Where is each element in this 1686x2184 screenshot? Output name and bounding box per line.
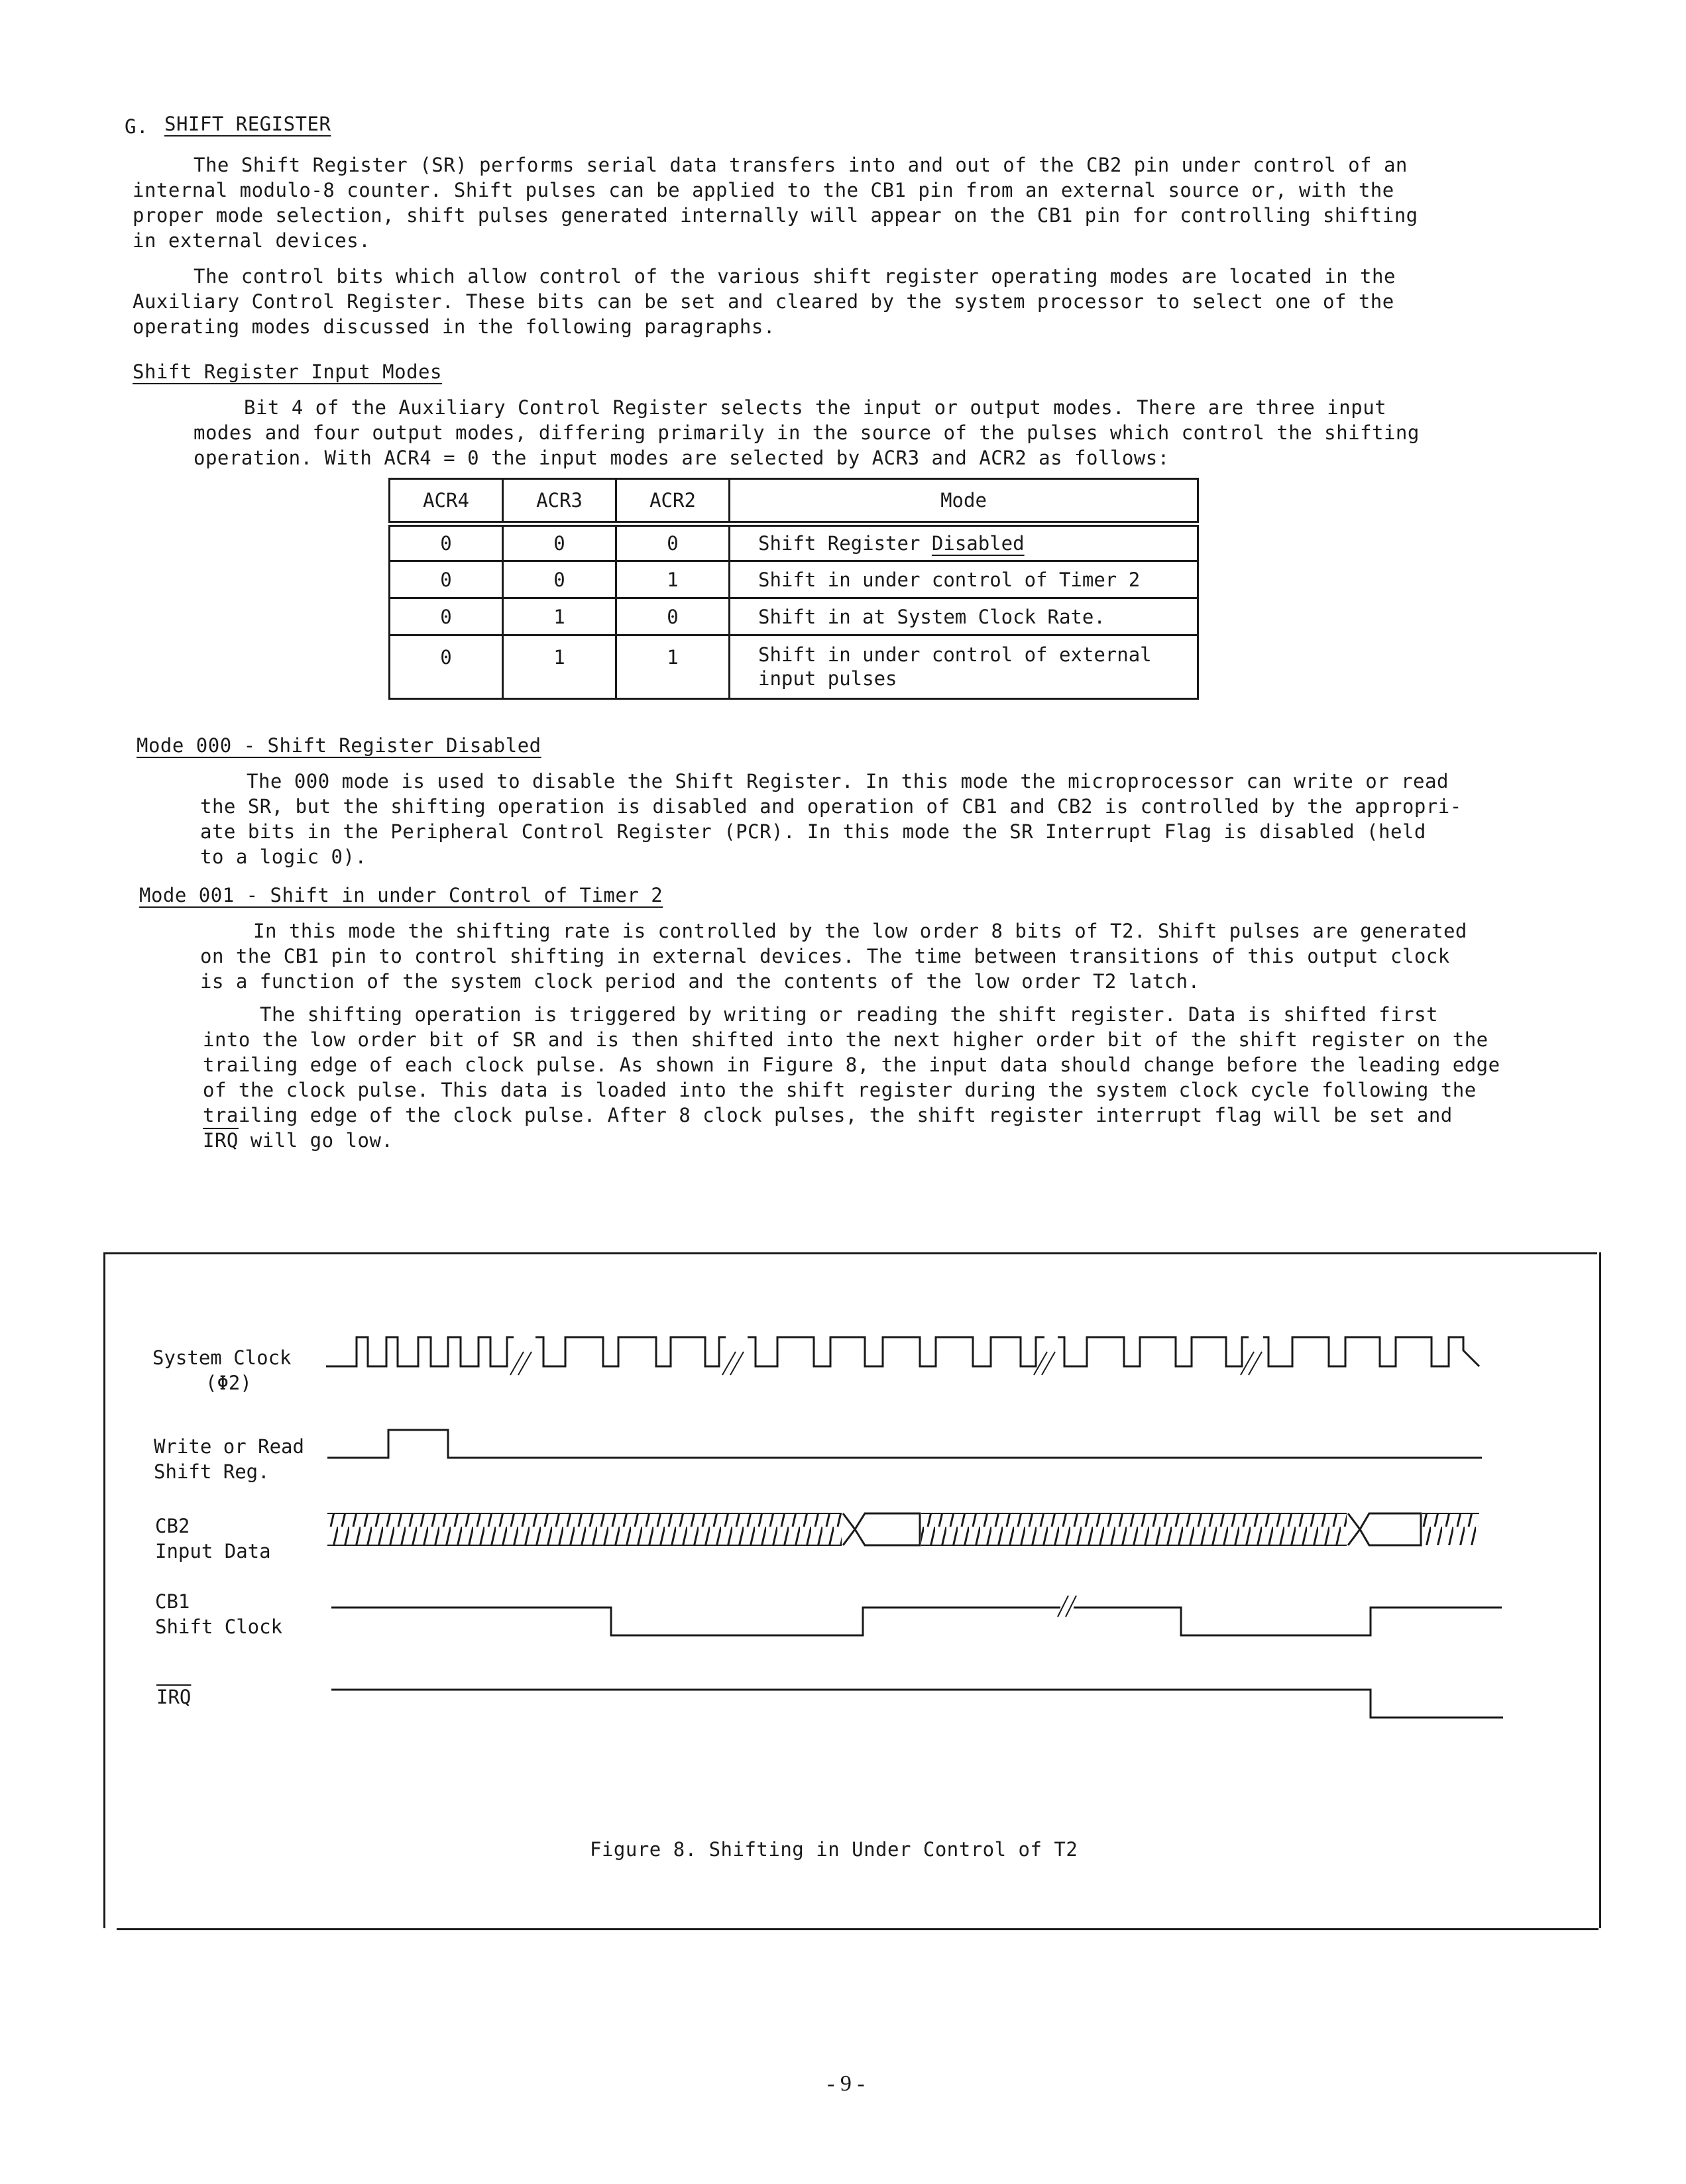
para1-line4: in external devices. xyxy=(133,229,371,252)
irq-overline-text: $\overline{IRQ}$ xyxy=(203,1129,239,1152)
cb1-waveform xyxy=(331,1608,1502,1635)
cb2-hatched-data xyxy=(327,1513,1479,1545)
table-cell-acr4: 0 xyxy=(390,561,503,598)
table-cell-acr2: 1 xyxy=(616,561,730,598)
cb2-data-window-2 xyxy=(1348,1513,1421,1545)
label-shift-reg: Shift Reg. xyxy=(154,1460,270,1483)
label-write-read: Write or Read xyxy=(154,1435,304,1458)
mode001-p2-line3: trailing edge of each clock pulse. As shown in Figure 8, the input data should change before the leading edge xyxy=(203,1054,1500,1076)
label-cb1: CB1 xyxy=(155,1590,190,1613)
input-modes-line1: Bit 4 of the Auxiliary Control Register selects the input or output modes. There are three input xyxy=(244,396,1387,419)
mode001-p1-line2: on the CB1 pin to control shifting in external devices. The time between transitions of this output clock xyxy=(200,945,1450,967)
table-cell-acr3: 0 xyxy=(503,561,616,598)
label-input-data: Input Data xyxy=(155,1540,271,1562)
section-letter: G. xyxy=(125,115,148,138)
table-cell-mode: Shift in at System Clock Rate. xyxy=(730,598,1198,635)
mode-text: Shift Register xyxy=(758,532,932,555)
mode001-p2-line2: into the low order bit of SR and is then shifted into the next higher order bit of the shift register on the xyxy=(203,1028,1489,1051)
system-clock-waveform xyxy=(326,1337,1479,1366)
figure-caption: Figure 8. Shifting in Under Control of T2 xyxy=(590,1838,1078,1861)
section-title: SHIFT REGISTER xyxy=(164,113,331,135)
clock-break-marks xyxy=(510,1352,1262,1375)
mode000-line4: to a logic 0). xyxy=(200,846,367,868)
mode001-p2-line4: of the clock pulse. This data is loaded into the shift register during the system clock cycle following the xyxy=(203,1079,1477,1101)
mode001-heading: Mode 001 - Shift in under Control of Timer 2 xyxy=(139,884,663,906)
mode000-line1: The 000 mode is used to disable the Shift Register. In this mode the microprocessor can write or read xyxy=(247,770,1449,792)
irq-rest-text: will go low. xyxy=(238,1129,394,1152)
table-cell-acr2: 1 xyxy=(616,635,730,699)
table-cell-acr2: 0 xyxy=(616,598,730,635)
para1-line2: internal modulo-8 counter. Shift pulses can be applied to the CB1 pin from an external source or, with the xyxy=(133,179,1394,201)
para1-line1: The Shift Register (SR) performs serial data transfers into and out of the CB2 pin under control of an xyxy=(194,154,1408,176)
mode001-p1-line3: is a function of the system clock period and the contents of the low order T2 latch. xyxy=(200,970,1200,993)
label-shift-clock: Shift Clock xyxy=(155,1615,283,1638)
mode001-p2-line1: The shifting operation is triggered by writing or reading the shift register. Data is shifted first xyxy=(260,1003,1438,1026)
input-modes-heading: Shift Register Input Modes xyxy=(133,360,442,383)
cb1-break-mark xyxy=(1058,1596,1076,1617)
para2-line1: The control bits which allow control of the various shift register operating modes are located in the xyxy=(194,265,1396,288)
mode000-heading: Mode 000 - Shift Register Disabled xyxy=(137,734,541,757)
table-cell-acr4: 0 xyxy=(390,524,503,561)
table-header-acr2: ACR2 xyxy=(616,479,730,524)
para2-line2: Auxiliary Control Register. These bits can be set and cleared by the system processor to select one of the xyxy=(133,290,1394,313)
table-header-acr3: ACR3 xyxy=(503,479,616,524)
label-phi2: (Φ2) xyxy=(205,1372,252,1394)
page-number: - 9 - xyxy=(827,2071,865,2096)
table-header-acr4: ACR4 xyxy=(390,479,503,524)
mode000-line3: ate bits in the Peripheral Control Register (PCR). In this mode the SR Interrupt Flag is disabled (held xyxy=(200,820,1426,843)
table-cell-acr3: 0 xyxy=(503,524,616,561)
mode001-p2-line5: trailing edge of the clock pulse. After 8 clock pulses, the shift register interrupt flag will be set and xyxy=(203,1104,1453,1126)
irq-waveform xyxy=(331,1690,1503,1718)
label-irq: $\overline{IRQ}$ xyxy=(156,1686,192,1708)
cb2-data-window xyxy=(843,1513,920,1545)
para2-line3: operating modes discussed in the following paragraphs. xyxy=(133,315,775,338)
label-cb2: CB2 xyxy=(155,1515,190,1537)
para1-line3: proper mode selection, shift pulses generated internally will appear on the CB1 pin for controlling shifting xyxy=(133,204,1418,227)
mode-text-underlined: Disabled xyxy=(931,532,1025,555)
table-cell-acr2: 0 xyxy=(616,524,730,561)
table-cell-acr4: 0 xyxy=(390,635,503,699)
write-read-waveform xyxy=(327,1430,1482,1458)
label-system-clock: System Clock xyxy=(152,1346,292,1369)
table-header-mode: Mode xyxy=(730,479,1198,524)
table-cell-acr4: 0 xyxy=(390,598,503,635)
mode-text-line2: input pulses xyxy=(758,667,897,690)
table-cell-mode: Shift in under control of Timer 2 xyxy=(730,561,1198,598)
table-cell-acr3: 1 xyxy=(503,598,616,635)
input-modes-line2: modes and four output modes, differing primarily in the source of the pulses which control the shifting xyxy=(194,421,1420,444)
mode000-line2: the SR, but the shifting operation is disabled and operation of CB1 and CB2 is controlled by the appropri- xyxy=(200,795,1462,818)
mode001-p1-line1: In this mode the shifting rate is controlled by the low order 8 bits of T2. Shift pulses are generated xyxy=(253,920,1467,942)
table-cell-acr3: 1 xyxy=(503,635,616,699)
mode-text-line1: Shift in under control of external xyxy=(758,643,1152,666)
input-modes-line3: operation. With ACR4 = 0 the input modes are selected by ACR3 and ACR2 as follows: xyxy=(194,447,1170,469)
